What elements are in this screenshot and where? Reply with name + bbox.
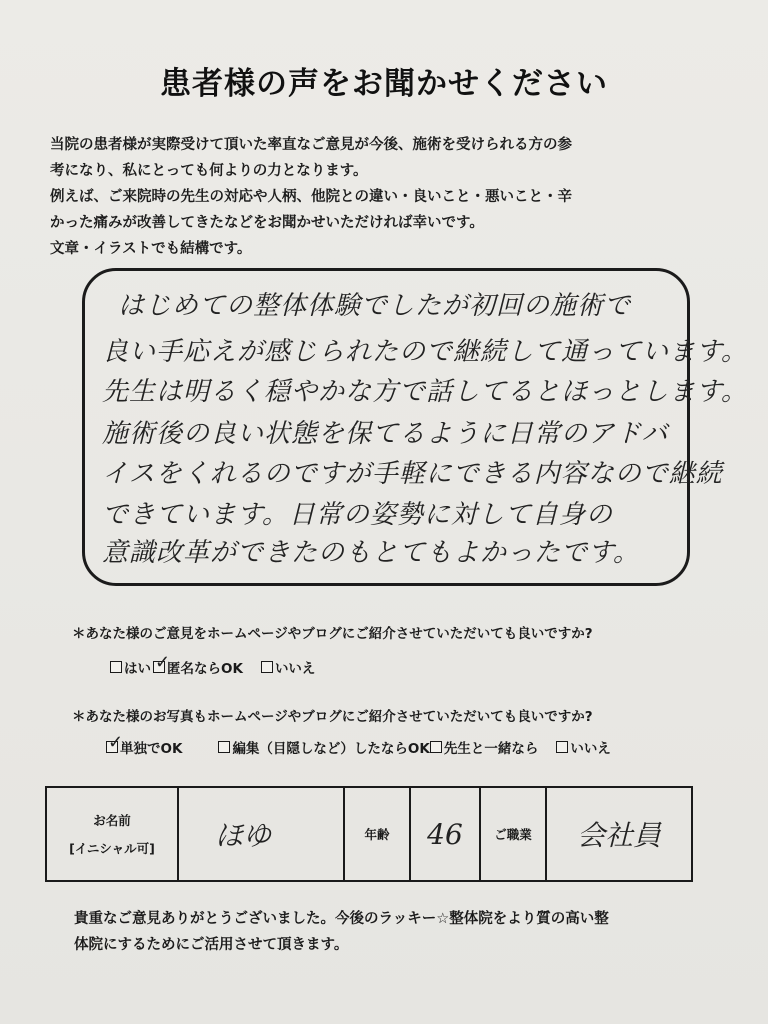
name-label-cell bbox=[46, 787, 178, 881]
checkbox-checked[interactable] bbox=[153, 652, 171, 673]
intro-text bbox=[50, 132, 740, 262]
option-anonymous-ok[interactable] bbox=[153, 652, 243, 677]
intro-line: 例えば、ご来院時の先生の対応や人柄、他院との違い・良いこと・悪いこと・辛 bbox=[50, 189, 572, 205]
options-photo-publish bbox=[106, 732, 629, 757]
comment-line: 先生は明るく穏やかな方で話してるとほっとします。 bbox=[102, 377, 748, 407]
intro-line: 当院の患者様が実際受けて頂いた率直なご意見が今後、施術を受けられる方の参 bbox=[50, 137, 572, 153]
option-photo-no[interactable] bbox=[556, 737, 611, 757]
footer-line: 体院にするためにご活用させて頂きます。 bbox=[74, 937, 349, 953]
option-yes[interactable] bbox=[110, 657, 151, 677]
checkbox[interactable] bbox=[556, 741, 568, 753]
option-with-doctor[interactable] bbox=[430, 737, 539, 757]
comment-line: できています。日常の姿勢に対して自身の bbox=[102, 500, 613, 530]
age-value[interactable]: 46 bbox=[410, 787, 480, 881]
page-title: 患者様の声をお聞かせください bbox=[160, 66, 608, 102]
intro-line: 文章・イラストでも結構です。 bbox=[50, 241, 252, 257]
option-no[interactable] bbox=[261, 657, 316, 677]
option-label: 単独でOK bbox=[120, 741, 183, 757]
name-label: お名前 bbox=[93, 813, 131, 828]
intro-line: かった痛みが改善してきたなどをお聞かせいただければ幸いです。 bbox=[50, 215, 484, 231]
option-label: はい bbox=[124, 661, 151, 677]
question-photo-publish: ＊あなた様のお写真もホームページやブログにご紹介させていただいても良いですか? bbox=[72, 709, 593, 725]
checkbox[interactable] bbox=[110, 661, 122, 673]
footer-line: 貴重なご意見ありがとうございました。今後のラッキー☆整体院をより質の高い整 bbox=[74, 911, 609, 927]
comment-line: イスをくれるのですが手軽にできる内容なので継続 bbox=[102, 459, 723, 489]
age-label: 年齢 bbox=[344, 787, 410, 881]
comment-line: 意識改革ができたのもとてもよかったです。 bbox=[102, 538, 640, 568]
check-mark-icon: ✓ bbox=[108, 732, 124, 753]
comment-line: 施術後の良い状態を保てるように日常のアドバ bbox=[102, 419, 669, 449]
options-comment-publish bbox=[110, 652, 333, 677]
respondent-info-table bbox=[45, 786, 693, 882]
checkbox[interactable] bbox=[261, 661, 273, 673]
option-label: いいえ bbox=[274, 661, 316, 677]
option-alone-ok[interactable] bbox=[106, 732, 183, 757]
name-label-note: [イニシャル可] bbox=[69, 841, 155, 856]
option-label: 先生と一緒なら bbox=[443, 741, 539, 757]
check-mark-icon: ✓ bbox=[155, 652, 171, 673]
comment-line: 良い手応えが感じられたので継続して通っています。 bbox=[102, 337, 748, 367]
option-label: いいえ bbox=[570, 741, 611, 757]
thank-you-text bbox=[74, 906, 734, 958]
name-value[interactable]: ほゆ bbox=[178, 787, 344, 881]
option-label: 匿名ならOK bbox=[167, 661, 243, 677]
comment-line: はじめての整体体験でしたが初回の施術で bbox=[118, 291, 632, 321]
job-value[interactable]: 会社員 bbox=[546, 787, 692, 881]
checkbox-checked[interactable] bbox=[106, 732, 124, 753]
option-label: 編集（目隠しなど）したならOK bbox=[232, 741, 430, 757]
checkbox[interactable] bbox=[430, 741, 442, 753]
intro-line: 考になり、私にとっても何よりの力となります。 bbox=[50, 163, 368, 179]
question-comment-publish: ＊あなた様のご意見をホームページやブログにご紹介させていただいても良いですか? bbox=[72, 626, 593, 642]
option-edited-ok[interactable] bbox=[218, 737, 429, 757]
job-label: ご職業 bbox=[480, 787, 546, 881]
checkbox[interactable] bbox=[218, 741, 230, 753]
